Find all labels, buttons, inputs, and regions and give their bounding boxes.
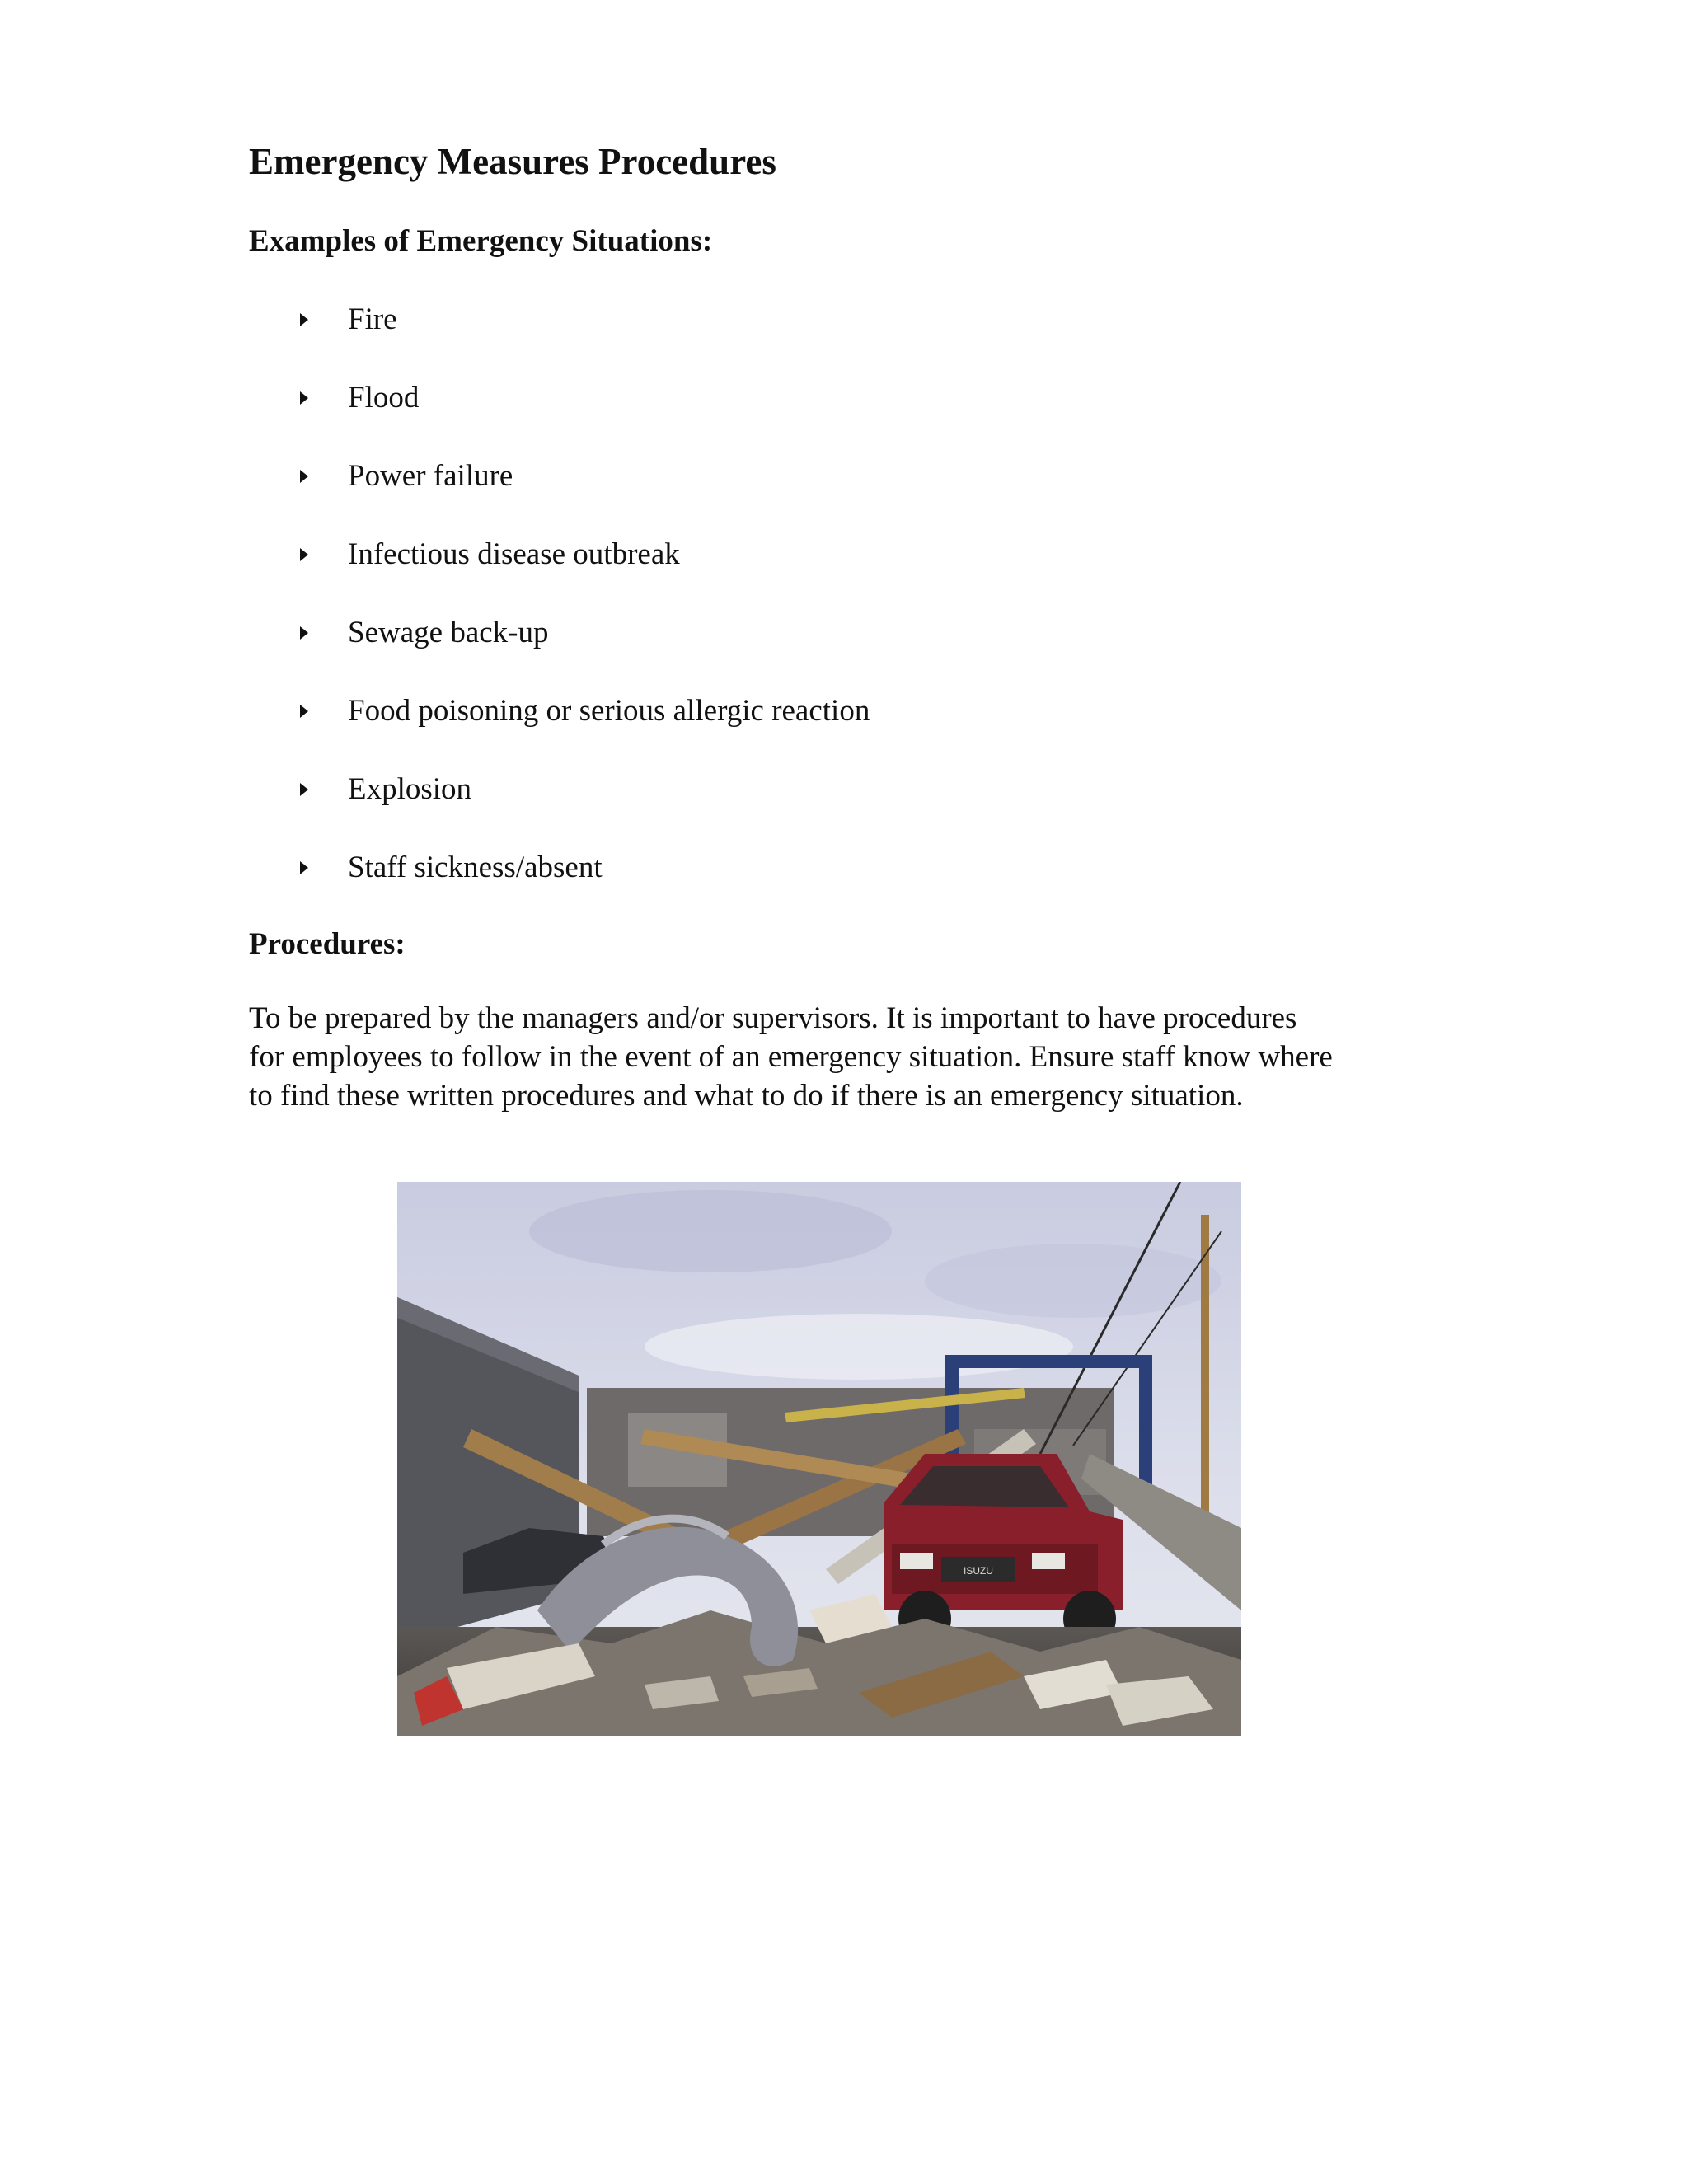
chevron-right-icon xyxy=(297,312,312,327)
list-item-label: Flood xyxy=(348,381,420,415)
chevron-right-icon xyxy=(297,547,312,562)
procedures-heading: Procedures: xyxy=(249,927,406,961)
chevron-right-icon xyxy=(297,391,312,405)
storm-damage-illustration xyxy=(397,1182,1241,1736)
list-item-label: Power failure xyxy=(348,459,513,493)
list-item-label: Sewage back-up xyxy=(348,616,549,649)
procedures-paragraph: To be prepared by the managers and/or supervisors. It is important to have procedures for employees to follow in the event of an emergency situation. Ensure staff know where to find these written procedures and what to do if there is an emergency situation. xyxy=(249,1001,1333,1113)
vehicle-badge: ISUZU xyxy=(964,1565,993,1577)
list-item-label: Food poisoning or serious allergic reaction xyxy=(348,694,870,728)
chevron-right-icon xyxy=(297,469,312,484)
chevron-right-icon xyxy=(297,626,312,640)
list-item-label: Explosion xyxy=(348,772,472,806)
list-item-label: Staff sickness/absent xyxy=(348,851,603,884)
list-item-label: Fire xyxy=(348,302,397,336)
page-title: Emergency Measures Procedures xyxy=(249,141,776,182)
chevron-right-icon xyxy=(297,782,312,797)
storm-damage-photo xyxy=(397,1182,1241,1736)
examples-heading: Examples of Emergency Situations: xyxy=(249,224,713,258)
chevron-right-icon xyxy=(297,860,312,875)
list-item-label: Infectious disease outbreak xyxy=(348,537,680,571)
chevron-right-icon xyxy=(297,704,312,719)
